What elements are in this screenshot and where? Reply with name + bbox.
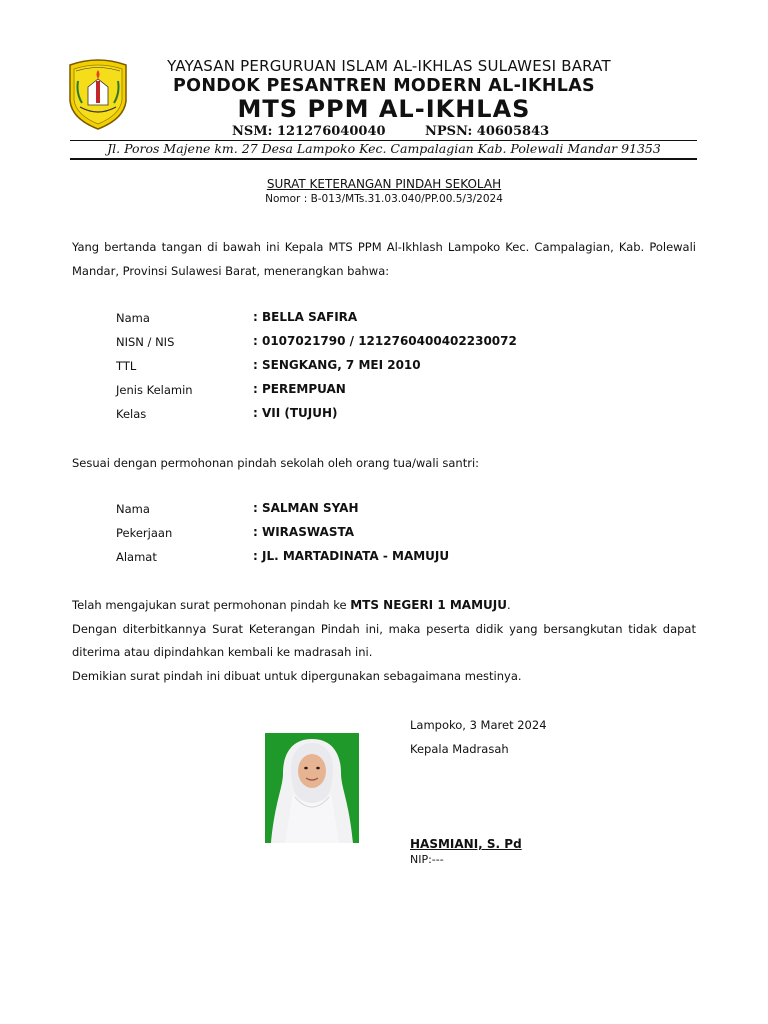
student-name-label: Nama bbox=[116, 311, 150, 325]
letter-title: SURAT KETERANGAN PINDAH SEKOLAH bbox=[266, 177, 502, 191]
closing-line-2: Dengan diterbitkannya Surat Keterangan Pindah ini, maka peserta didik yang bersangkutan tidak dapat diterima atau dipindahkan kembali ke madrasah ini. bbox=[72, 621, 696, 659]
closing-paragraphs bbox=[72, 594, 696, 688]
signature-nip: NIP:--- bbox=[410, 853, 444, 866]
closing-line-1: Telah mengajukan surat permohonan pindah ke MTS NEGERI 1 MAMUJU. bbox=[72, 598, 511, 612]
guardian-address-value: : JL. MARTADINATA - MAMUJU bbox=[253, 549, 450, 563]
guardian-address-label: Alamat bbox=[116, 550, 157, 564]
student-class-label: Kelas bbox=[116, 407, 147, 421]
guardian-job-value: : WIRASWASTA bbox=[253, 525, 355, 539]
foundation-name: YAYASAN PERGURUAN ISLAM AL-IKHLAS SULAWESI BARAT bbox=[167, 57, 611, 75]
guardian-job-label: Pekerjaan bbox=[116, 526, 173, 540]
student-ttl-label: TTL bbox=[116, 359, 137, 373]
npsn-number: NPSN: 40605843 bbox=[425, 124, 550, 139]
signature-position: Kepala Madrasah bbox=[410, 742, 509, 756]
guardian-name-label: Nama bbox=[116, 502, 150, 516]
student-nisn-label: NISN / NIS bbox=[116, 335, 175, 349]
student-class-value: : VII (TUJUH) bbox=[253, 406, 338, 420]
guardian-name-value: : SALMAN SYAH bbox=[253, 501, 359, 515]
school-name: MTS PPM AL-IKHLAS bbox=[237, 95, 531, 123]
school-group-name: PONDOK PESANTREN MODERN AL-IKHLAS bbox=[173, 76, 595, 96]
student-photo bbox=[265, 733, 359, 843]
student-nisn-value: : 0107021790 / 1212760400402230072 bbox=[253, 334, 517, 348]
student-gender-label: Jenis Kelamin bbox=[116, 383, 193, 397]
intro-paragraph: Yang bertanda tangan di bawah ini Kepala MTS PPM Al-Ikhlash Lampoko Kec. Campalagian, Kab. Polewali Mandar, Provinsi Sulawesi Barat, menerangkan bahwa: bbox=[72, 240, 696, 278]
guardian-intro: Sesuai dengan permohonan pindah sekolah oleh orang tua/wali santri: bbox=[72, 456, 480, 470]
letter-number: Nomor : B-013/MTs.31.03.040/PP.00.5/3/2024 bbox=[265, 193, 503, 205]
destination-school: MTS NEGERI 1 MAMUJU bbox=[350, 598, 507, 612]
header-divider-bottom bbox=[70, 158, 697, 160]
student-name-value: : BELLA SAFIRA bbox=[253, 310, 358, 324]
signature-place-date: Lampoko, 3 Maret 2024 bbox=[410, 718, 547, 732]
closing-line-3: Demikian surat pindah ini dibuat untuk dipergunakan sebagaimana mestinya. bbox=[72, 668, 522, 683]
nsm-number: NSM: 121276040040 bbox=[232, 124, 386, 139]
student-gender-value: : PEREMPUAN bbox=[253, 382, 346, 396]
signature-name: HASMIANI, S. Pd bbox=[410, 837, 522, 851]
student-ttl-value: : SENGKANG, 7 MEI 2010 bbox=[253, 358, 421, 372]
school-address: Jl. Poros Majene km. 27 Desa Lampoko Kec. Campalagian Kab. Polewali Mandar 91353 bbox=[107, 141, 661, 156]
